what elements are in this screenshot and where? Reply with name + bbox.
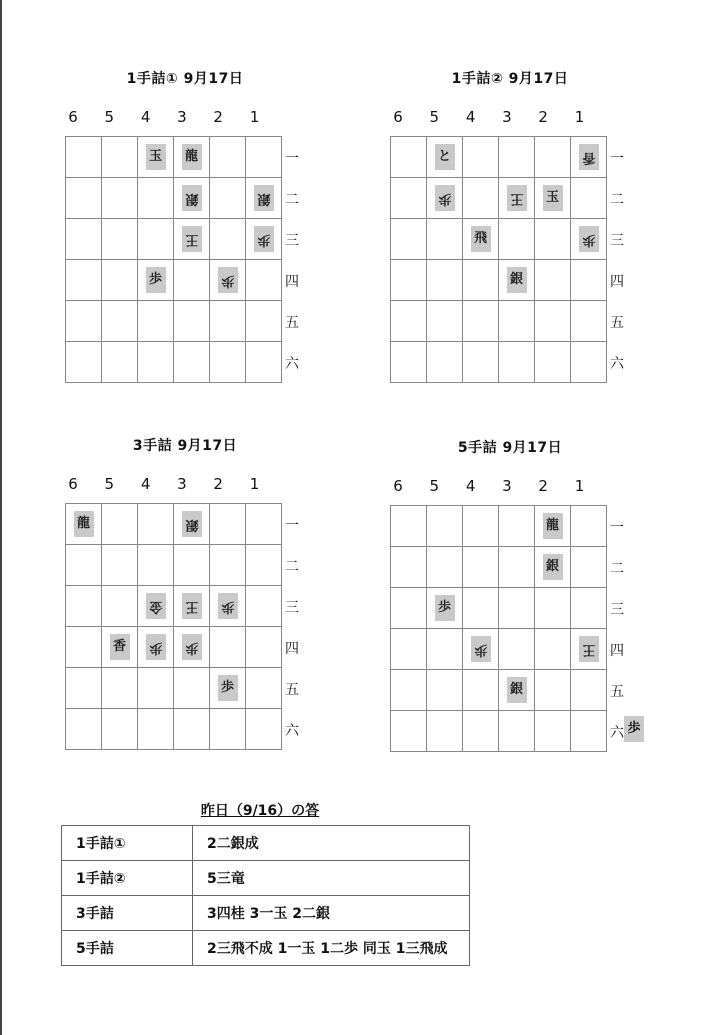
board-square (463, 219, 499, 260)
board-square (210, 178, 246, 219)
shogi-piece: 龍 (543, 513, 563, 539)
board-square (174, 219, 210, 260)
board-square (138, 301, 174, 342)
board-square (427, 219, 463, 260)
answers-table (61, 825, 470, 966)
board-square (246, 301, 282, 342)
board-square (463, 260, 499, 301)
row-label: 二 (610, 561, 624, 577)
row-label: 二 (285, 192, 299, 208)
board-square (210, 627, 246, 668)
board-square (66, 301, 102, 342)
shogi-piece: 王 (182, 593, 202, 619)
board-square (571, 260, 607, 301)
row-label: 四 (610, 274, 624, 290)
board-square (571, 219, 607, 260)
column-label: 5 (104, 475, 115, 493)
column-label: 2 (213, 108, 223, 126)
board-square (535, 219, 571, 260)
column-label: 1 (249, 475, 260, 493)
board-row (66, 627, 282, 668)
board-square (66, 219, 102, 260)
board-row (66, 137, 282, 178)
board-square (102, 137, 138, 178)
board-square (427, 670, 463, 711)
column-label: 6 (68, 475, 78, 493)
board-square (571, 670, 607, 711)
puzzle-title: 1手詰① 9月17日 (126, 71, 244, 87)
board-square (391, 506, 427, 547)
board-square (210, 668, 246, 709)
board-row (66, 301, 282, 342)
column-label: 6 (393, 477, 403, 495)
board-square (66, 627, 102, 668)
puzzle-block (55, 68, 355, 428)
shogi-piece: 銀 (254, 185, 274, 211)
board-square (66, 137, 102, 178)
row-label: 一 (285, 518, 299, 534)
board-row (391, 219, 607, 260)
answer-label: 3手詰 (62, 896, 193, 931)
shogi-piece: 銀 (182, 185, 202, 211)
board-row (391, 588, 607, 629)
board-square (138, 219, 174, 260)
puzzle-title: 3手詰 9月17日 (132, 438, 238, 454)
board-square (571, 711, 607, 752)
board-square (246, 627, 282, 668)
board-square (427, 506, 463, 547)
board-square (246, 668, 282, 709)
board-square (174, 504, 210, 545)
board-square (427, 547, 463, 588)
row-label: 五 (285, 315, 299, 331)
board-square (427, 629, 463, 670)
board-square (499, 506, 535, 547)
row-label: 三 (285, 233, 299, 249)
board-square (535, 506, 571, 547)
board-square (499, 178, 535, 219)
board-square (246, 709, 282, 750)
board-square (138, 668, 174, 709)
board-square (138, 137, 174, 178)
row-label: 一 (610, 520, 624, 536)
board-square (174, 545, 210, 586)
board-square (463, 137, 499, 178)
shogi-piece: 歩 (579, 226, 599, 252)
board-square (463, 711, 499, 752)
column-label: 6 (393, 108, 403, 126)
shogi-piece: 玉 (543, 185, 563, 211)
board-row (66, 219, 282, 260)
board-square (391, 342, 427, 383)
column-label: 4 (140, 475, 151, 493)
board-square (210, 260, 246, 301)
board-square (499, 219, 535, 260)
answer-row (62, 896, 470, 931)
board-square (427, 178, 463, 219)
board-square (499, 137, 535, 178)
board-square (102, 342, 138, 383)
answer-text: 2二銀成 (193, 826, 470, 861)
column-label: 1 (574, 108, 585, 126)
board-square (138, 709, 174, 750)
row-label: 四 (285, 274, 299, 290)
board-square (535, 178, 571, 219)
shogi-piece: 銀 (507, 677, 527, 703)
column-label: 2 (538, 477, 548, 495)
board-square (463, 547, 499, 588)
shogi-piece: 銀 (507, 267, 527, 293)
shogi-piece: 香 (110, 634, 130, 660)
answer-row (62, 861, 470, 896)
board-square (174, 668, 210, 709)
board-square (427, 588, 463, 629)
row-label: 一 (610, 151, 624, 167)
board-square (535, 260, 571, 301)
board-square (102, 178, 138, 219)
board-row (391, 342, 607, 383)
board-square (571, 547, 607, 588)
row-label: 一 (285, 151, 299, 167)
column-label: 3 (502, 108, 512, 126)
shogi-piece: 龍 (182, 144, 202, 170)
board-square (391, 219, 427, 260)
board-square (138, 586, 174, 627)
shogi-piece: 歩 (471, 636, 491, 662)
board-square (174, 178, 210, 219)
answer-text: 5三竜 (193, 861, 470, 896)
column-label: 3 (177, 475, 187, 493)
board-square (535, 629, 571, 670)
shogi-piece: 銀 (182, 511, 202, 537)
board-square (391, 178, 427, 219)
puzzle-block (380, 437, 680, 797)
board-square (138, 504, 174, 545)
column-label: 4 (465, 108, 476, 126)
board-row (391, 178, 607, 219)
board-row (66, 342, 282, 383)
board-square (463, 301, 499, 342)
shogi-piece: 歩 (146, 634, 166, 660)
board-row (66, 709, 282, 750)
board-square (210, 504, 246, 545)
shogi-piece: 王 (182, 226, 202, 252)
board-square (174, 342, 210, 383)
board-square (427, 342, 463, 383)
board-square (138, 342, 174, 383)
shogi-piece: 歩 (218, 593, 238, 619)
board-row (391, 711, 607, 752)
shogi-piece: 玉 (146, 144, 166, 170)
board-square (102, 504, 138, 545)
row-label: 五 (285, 682, 299, 698)
board-square (66, 545, 102, 586)
board-square (499, 301, 535, 342)
shogi-piece: 王 (507, 185, 527, 211)
column-label: 5 (104, 108, 115, 126)
shogi-piece: 歩 (218, 267, 238, 293)
board-square (499, 260, 535, 301)
board-square (66, 586, 102, 627)
board-square (246, 504, 282, 545)
board-square (571, 137, 607, 178)
board-square (499, 588, 535, 629)
puzzle-block (380, 68, 680, 428)
hand-piece: 歩 (624, 716, 644, 742)
board-square (174, 137, 210, 178)
board-square (463, 506, 499, 547)
board-square (102, 545, 138, 586)
row-label: 四 (610, 643, 624, 659)
column-label: 5 (429, 477, 440, 495)
column-label: 2 (538, 108, 548, 126)
shogi-piece: 龍 (74, 511, 94, 537)
board-row (66, 545, 282, 586)
board-square (427, 711, 463, 752)
column-label: 3 (177, 108, 187, 126)
board-square (102, 301, 138, 342)
board-square (138, 260, 174, 301)
board-square (102, 219, 138, 260)
shogi-board (65, 503, 282, 750)
board-square (210, 586, 246, 627)
column-label: 3 (502, 477, 512, 495)
shogi-piece: 銀 (543, 554, 563, 580)
board-row (391, 506, 607, 547)
answers-title: 昨日（9/16）の答 (200, 803, 320, 819)
board-square (571, 588, 607, 629)
board-square (535, 670, 571, 711)
row-label: 六 (610, 356, 624, 372)
board-square (246, 342, 282, 383)
board-square (246, 545, 282, 586)
board-square (102, 627, 138, 668)
board-square (535, 711, 571, 752)
board-square (391, 629, 427, 670)
shogi-piece: 王 (579, 636, 599, 662)
answer-row (62, 826, 470, 861)
board-square (66, 260, 102, 301)
board-square (210, 137, 246, 178)
board-square (427, 260, 463, 301)
board-row (66, 586, 282, 627)
column-label: 2 (213, 475, 223, 493)
board-square (246, 178, 282, 219)
board-square (246, 137, 282, 178)
board-square (138, 627, 174, 668)
column-label: 1 (249, 108, 260, 126)
board-square (391, 588, 427, 629)
column-label: 4 (465, 477, 476, 495)
board-square (174, 260, 210, 301)
answer-row (62, 931, 470, 966)
board-square (210, 342, 246, 383)
shogi-piece: 歩 (254, 226, 274, 252)
page-edge-line (0, 0, 2, 1035)
board-square (174, 627, 210, 668)
board-square (535, 301, 571, 342)
board-row (391, 137, 607, 178)
shogi-piece: 金 (146, 593, 166, 619)
shogi-piece: 歩 (146, 267, 166, 293)
shogi-board (390, 136, 607, 383)
board-square (246, 260, 282, 301)
answer-text: 3四桂 3一玉 2二銀 (193, 896, 470, 931)
board-row (391, 629, 607, 670)
shogi-piece: 歩 (182, 634, 202, 660)
column-label: 4 (140, 108, 151, 126)
board-square (66, 178, 102, 219)
shogi-piece: 飛 (471, 226, 491, 252)
board-square (210, 545, 246, 586)
board-square (463, 342, 499, 383)
board-square (535, 547, 571, 588)
board-square (66, 504, 102, 545)
board-square (499, 547, 535, 588)
puzzle-block (55, 435, 355, 795)
shogi-piece: 歩 (218, 675, 238, 701)
board-square (210, 709, 246, 750)
shogi-piece: 香 (579, 144, 599, 170)
board-square (210, 219, 246, 260)
board-square (499, 711, 535, 752)
row-label: 六 (610, 725, 624, 741)
board-square (571, 301, 607, 342)
board-square (391, 670, 427, 711)
board-row (391, 260, 607, 301)
shogi-piece: 歩 (435, 185, 455, 211)
board-square (499, 629, 535, 670)
board-square (499, 342, 535, 383)
board-square (571, 342, 607, 383)
board-square (427, 137, 463, 178)
row-label: 四 (285, 641, 299, 657)
column-label: 5 (429, 108, 440, 126)
row-label: 三 (610, 233, 624, 249)
shogi-board (390, 505, 607, 752)
board-row (66, 260, 282, 301)
answer-text: 2三飛不成 1一玉 1二歩 同玉 1三飛成 (193, 931, 470, 966)
board-square (102, 668, 138, 709)
board-square (66, 709, 102, 750)
board-square (391, 301, 427, 342)
board-square (571, 506, 607, 547)
row-label: 五 (610, 684, 624, 700)
board-square (174, 301, 210, 342)
board-square (391, 137, 427, 178)
board-square (138, 545, 174, 586)
board-square (535, 588, 571, 629)
board-square (427, 301, 463, 342)
board-square (463, 629, 499, 670)
board-square (102, 586, 138, 627)
board-square (66, 342, 102, 383)
row-label: 六 (285, 356, 299, 372)
board-row (66, 668, 282, 709)
row-label: 二 (610, 192, 624, 208)
shogi-piece: 歩 (435, 595, 455, 621)
board-square (391, 260, 427, 301)
board-square (463, 670, 499, 711)
board-square (102, 260, 138, 301)
board-square (463, 178, 499, 219)
puzzle-title: 1手詰② 9月17日 (451, 71, 569, 87)
shogi-board (65, 136, 282, 383)
puzzle-title: 5手詰 9月17日 (457, 440, 563, 456)
board-square (463, 588, 499, 629)
board-square (174, 709, 210, 750)
board-square (535, 342, 571, 383)
answers-section (55, 800, 475, 960)
answer-label: 1手詰① (62, 826, 193, 861)
board-row (391, 547, 607, 588)
board-square (246, 586, 282, 627)
board-square (391, 711, 427, 752)
board-square (246, 219, 282, 260)
board-row (66, 178, 282, 219)
row-label: 六 (285, 723, 299, 739)
answer-label: 1手詰② (62, 861, 193, 896)
board-square (535, 137, 571, 178)
board-square (391, 547, 427, 588)
board-square (102, 709, 138, 750)
row-label: 三 (610, 602, 624, 618)
board-square (138, 178, 174, 219)
board-square (571, 629, 607, 670)
column-label: 1 (574, 477, 585, 495)
board-row (391, 670, 607, 711)
board-row (66, 504, 282, 545)
shogi-piece: と (435, 144, 455, 170)
row-label: 二 (285, 559, 299, 575)
column-label: 6 (68, 108, 78, 126)
board-square (174, 586, 210, 627)
board-square (210, 301, 246, 342)
board-row (391, 301, 607, 342)
row-label: 三 (285, 600, 299, 616)
answer-label: 5手詰 (62, 931, 193, 966)
board-square (499, 670, 535, 711)
board-square (571, 178, 607, 219)
row-label: 五 (610, 315, 624, 331)
board-square (66, 668, 102, 709)
